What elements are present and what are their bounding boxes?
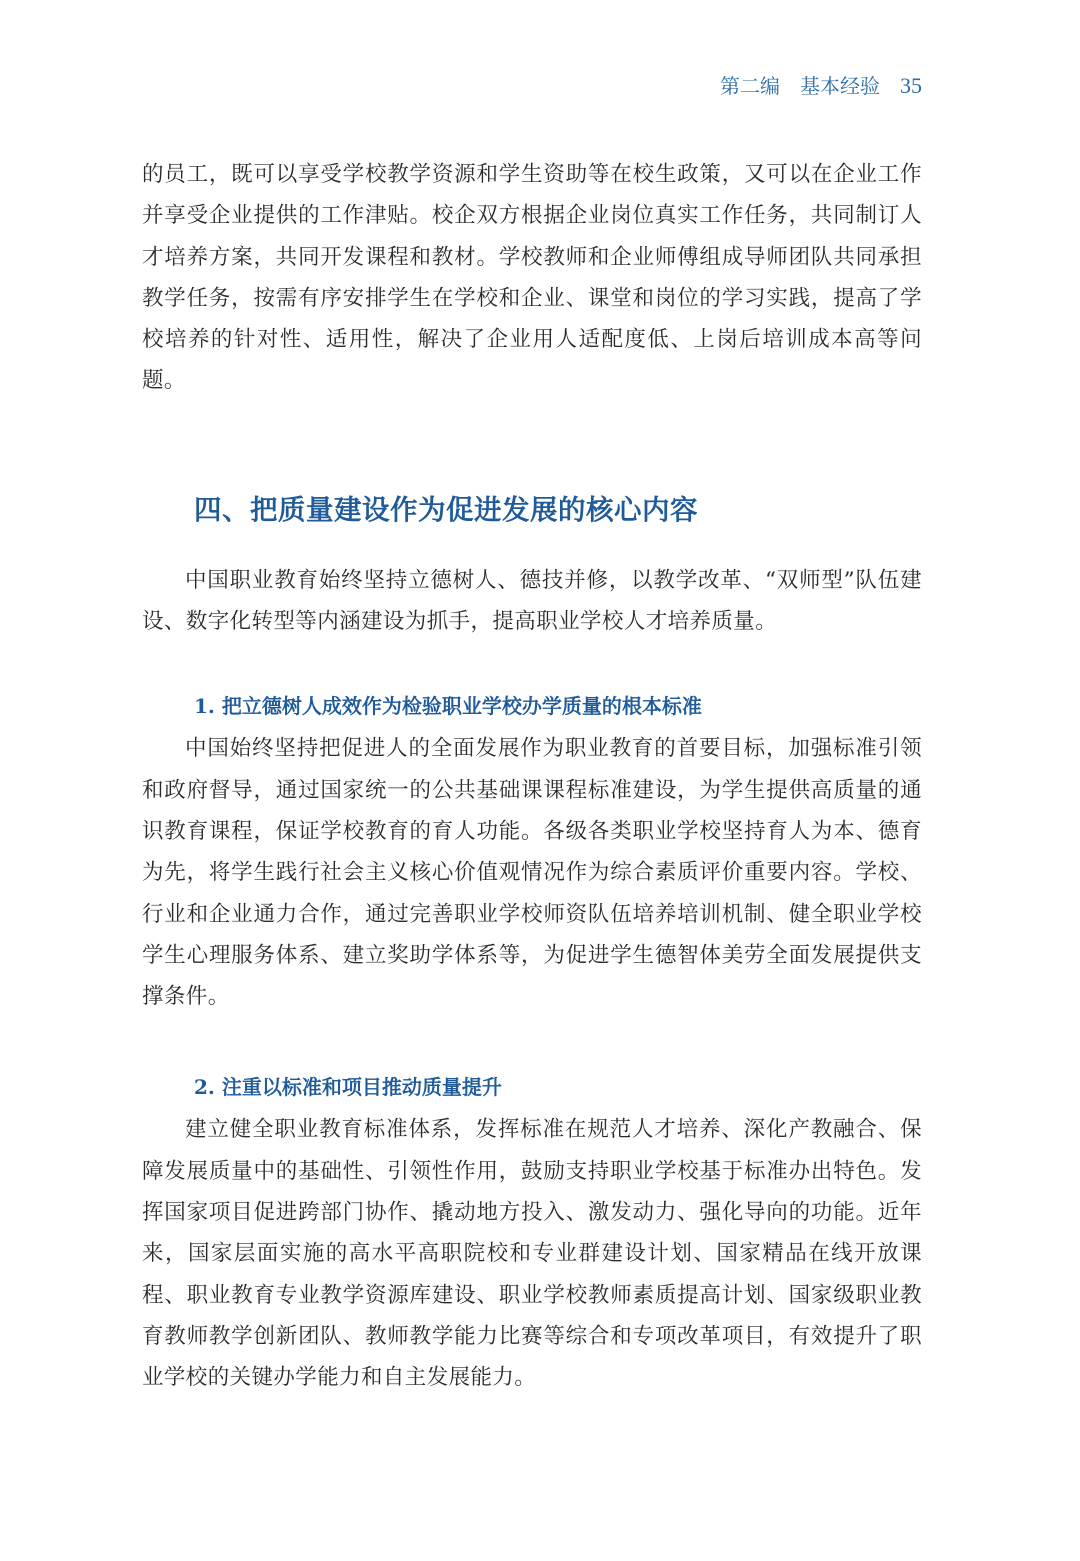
- subsection-heading-2: 2. 注重以标准和项目推动质量提升: [194, 1075, 502, 1100]
- header-part-label: 第二编: [720, 74, 780, 98]
- subsection-paragraph-2: 建立健全职业教育标准体系，发挥标准在规范人才培养、深化产教融合、保障发展质量中的基础性、引领性作用，鼓励支持职业学校基于标准办出特色。发挥国家项目促进跨部门协作、撬动地方投入、激发动力、强化导向的功能。近年来，国家层面实施的高水平高职院校和专业群建设计划、国家精品在线开放课程、职业教育专业教学资源库建设、职业学校教师素质提高计划、国家级职业教育教师教学创新团队、教师教学能力比赛等综合和专项改革项目，有效提升了职业学校的关键办学能力和自主发展能力。: [142, 1117, 922, 1391]
- page-number: 35: [900, 73, 922, 98]
- subsection-paragraph-1: 中国始终坚持把促进人的全面发展作为职业教育的首要目标，加强标准引领和政府督导，通过国家统一的公共基础课课程标准建设，为学生提供高质量的通识教育课程，保证学校教育的育人功能。各级各类职业学校坚持育人为本、德育为先，将学生践行社会主义核心价值观情况作为综合素质评价重要内容。学校、行业和企业通力合作，通过完善职业学校师资队伍培养培训机制、健全职业学校学生心理服务体系、建立奖助学体系等，为促进学生德智体美劳全面发展提供支撑条件。: [142, 736, 922, 1010]
- section-heading: 四、把质量建设作为促进发展的核心内容: [194, 493, 698, 526]
- page-body: [142, 154, 922, 1399]
- header-chapter-label: 基本经验: [800, 74, 880, 98]
- paragraph-intro: 的员工，既可以享受学校教学资源和学生资助等在校生政策，又可以在企业工作并享受企业提供的工作津贴。校企双方根据企业岗位真实工作任务，共同制订人才培养方案，共同开发课程和教材。学校教师和企业师傅组成导师团队共同承担教学任务，按需有序安排学生在学校和企业、课堂和岗位的学习实践，提高了学校培养的针对性、适用性，解决了企业用人适配度低、上岗后培训成本高等问题。: [142, 162, 922, 394]
- subsection-heading-1: 1. 把立德树人成效作为检验职业学校办学质量的根本标准: [194, 694, 702, 719]
- section-intro-paragraph: 中国职业教育始终坚持立德树人、德技并修，以教学改革、“双师型”队伍建设、数字化转型等内涵建设为抓手，提高职业学校人才培养质量。: [142, 567, 922, 635]
- running-header: [720, 70, 922, 102]
